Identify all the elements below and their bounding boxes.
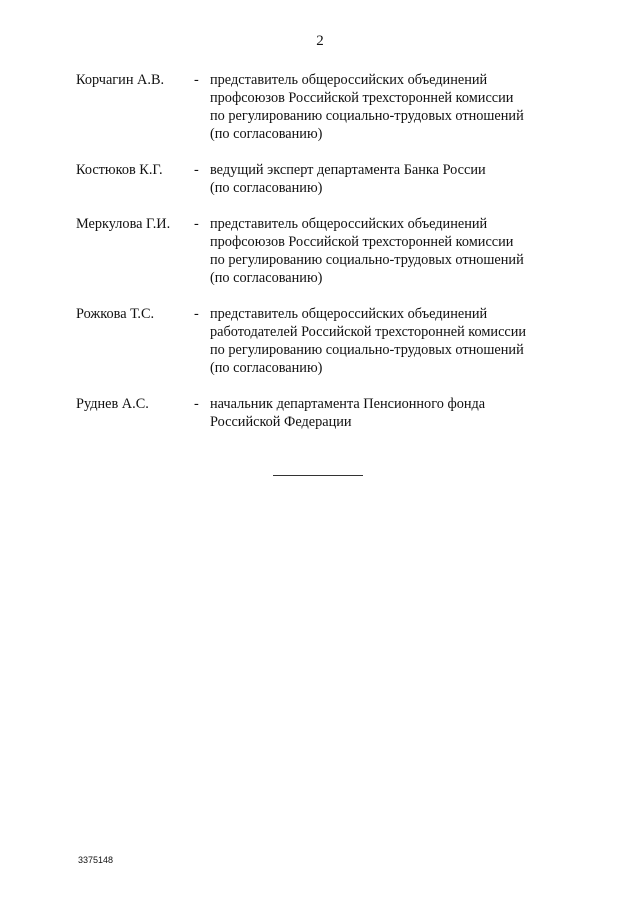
member-entry bbox=[76, 305, 576, 377]
member-name: Руднев А.С. bbox=[76, 396, 149, 412]
member-description bbox=[210, 215, 576, 287]
member-description bbox=[210, 71, 576, 143]
member-description-line: представитель общероссийских объединений bbox=[210, 306, 488, 322]
member-description-line: (по согласованию) bbox=[210, 180, 323, 196]
member-name: Костюков К.Г. bbox=[76, 162, 163, 178]
member-name: Рожкова Т.С. bbox=[76, 306, 155, 322]
member-entry bbox=[76, 161, 576, 197]
member-entry bbox=[76, 215, 576, 287]
member-name: Меркулова Г.И. bbox=[76, 216, 171, 232]
member-description-line: работодателей Российской трехсторонней комиссии bbox=[210, 324, 527, 340]
member-description-line: (по согласованию) bbox=[210, 360, 323, 376]
members-list bbox=[76, 71, 576, 449]
page-number: 2 bbox=[316, 33, 324, 49]
member-description bbox=[210, 161, 576, 197]
member-description-line: по регулированию социально-трудовых отношений bbox=[210, 252, 524, 268]
member-dash: - bbox=[194, 216, 199, 232]
member-description-line: ведущий эксперт департамента Банка России bbox=[210, 162, 486, 178]
member-description-line: представитель общероссийских объединений bbox=[210, 216, 488, 232]
member-dash: - bbox=[194, 396, 199, 412]
member-description-line: профсоюзов Российской трехсторонней комиссии bbox=[210, 234, 514, 250]
member-name: Корчагин А.В. bbox=[76, 72, 165, 88]
closing-divider bbox=[273, 475, 363, 476]
member-description bbox=[210, 305, 576, 377]
member-dash: - bbox=[194, 306, 199, 322]
member-dash: - bbox=[194, 162, 199, 178]
member-description-line: Российской Федерации bbox=[210, 414, 352, 430]
member-description-line: (по согласованию) bbox=[210, 270, 323, 286]
document-code: 3375148 bbox=[78, 855, 114, 865]
member-dash: - bbox=[194, 72, 199, 88]
member-description-line: по регулированию социально-трудовых отношений bbox=[210, 342, 524, 358]
member-description bbox=[210, 395, 576, 431]
member-description-line: (по согласованию) bbox=[210, 126, 323, 142]
member-description-line: начальник департамента Пенсионного фонда bbox=[210, 396, 486, 412]
member-description-line: по регулированию социально-трудовых отношений bbox=[210, 108, 524, 124]
member-description-line: профсоюзов Российской трехсторонней комиссии bbox=[210, 90, 514, 106]
member-entry bbox=[76, 395, 576, 431]
member-description-line: представитель общероссийских объединений bbox=[210, 72, 488, 88]
member-entry bbox=[76, 71, 576, 143]
